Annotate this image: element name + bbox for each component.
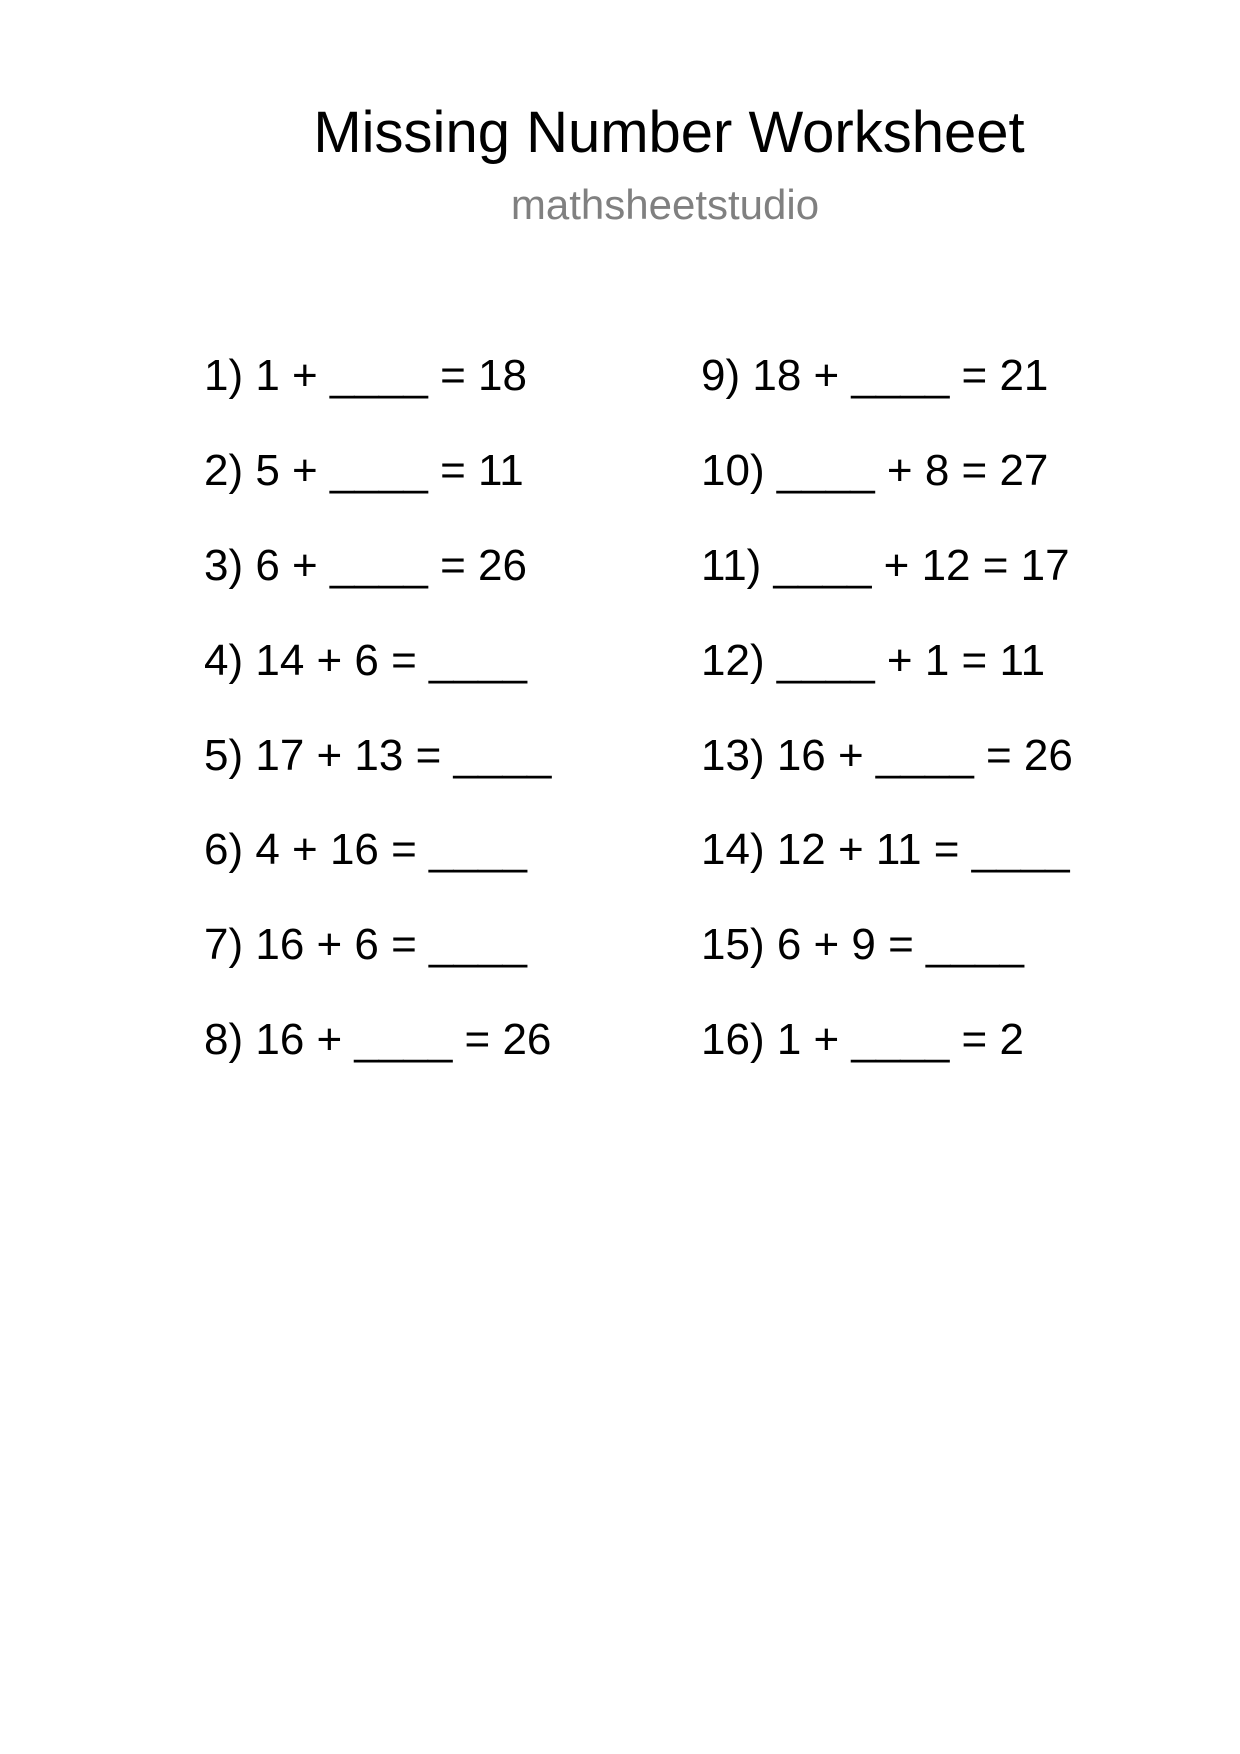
problem-item: 2) 5 + ____ = 11 bbox=[204, 445, 524, 495]
problems-column-right bbox=[701, 350, 1073, 1109]
problem-item: 13) 16 + ____ = 26 bbox=[701, 730, 1073, 780]
problem-item: 6) 4 + 16 = ____ bbox=[204, 825, 527, 875]
problems-column-left bbox=[204, 350, 551, 1109]
problem-item: 9) 18 + ____ = 21 bbox=[701, 351, 1049, 400]
problem-item: 7) 16 + 6 = ____ bbox=[204, 920, 527, 970]
problem-item: 4) 14 + 6 = ____ bbox=[204, 635, 527, 685]
problem-item: 14) 12 + 11 = ____ bbox=[701, 825, 1070, 875]
problem-item: 5) 17 + 13 = ____ bbox=[204, 730, 552, 780]
worksheet-source: mathsheetstudio bbox=[510, 181, 820, 228]
problem-item: 1) 1 + ____ = 18 bbox=[204, 351, 527, 400]
problem-item: 8) 16 + ____ = 26 bbox=[204, 1015, 552, 1065]
problem-item: 10) ____ + 8 = 27 bbox=[701, 445, 1049, 495]
problem-item: 3) 6 + ____ = 26 bbox=[204, 540, 527, 590]
worksheet-title: Missing Number Worksheet bbox=[313, 100, 1025, 165]
problem-item: 11) ____ + 12 = 17 bbox=[701, 540, 1070, 590]
problem-item: 15) 6 + 9 = ____ bbox=[701, 920, 1024, 970]
problem-item: 12) ____ + 1 = 11 bbox=[701, 635, 1046, 685]
problem-item: 16) 1 + ____ = 2 bbox=[701, 1015, 1024, 1065]
